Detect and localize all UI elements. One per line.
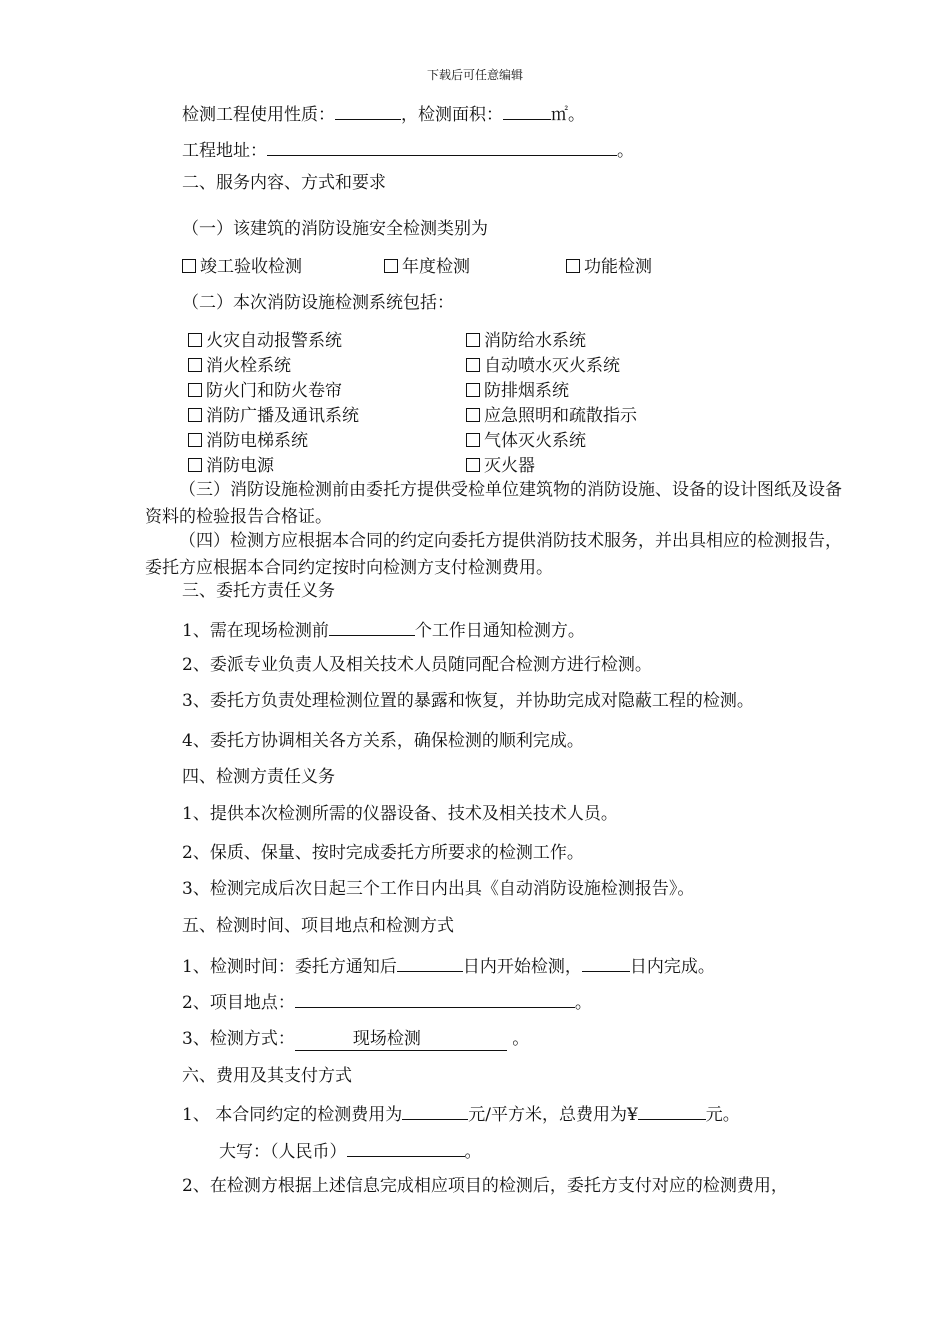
system-option-left[interactable] <box>188 330 342 352</box>
subsection-3: （三）消防设施检测前由委托方提供受检单位建筑物的消防设施、设备的设计图纸及设备资料的检验报告合格证。 <box>145 480 842 527</box>
system-option-left[interactable] <box>188 430 308 452</box>
checkbox-icon[interactable] <box>188 358 202 372</box>
section-4-item-3: 3、检测完成后次日起三个工作日内出具《自动消防设施检测报告》。 <box>182 879 695 899</box>
item-text: 元/平方米，总费用为¥ <box>468 1105 638 1125</box>
page-header: 下载后可任意编辑 <box>426 68 523 82</box>
section-3-item-3: 3、委托方负责处理检测位置的暴露和恢复，并协助完成对隐蔽工程的检测。 <box>182 691 754 711</box>
item-text: 。 <box>574 993 592 1013</box>
location-blank[interactable] <box>295 990 575 1008</box>
section-6-title: 六、费用及其支付方式 <box>182 1066 352 1086</box>
item-text: 3、检测方式： <box>182 1029 295 1049</box>
system-option-right[interactable] <box>466 455 535 477</box>
section-5-title: 五、检测时间、项目地点和检测方式 <box>182 916 454 936</box>
checkbox-icon[interactable] <box>188 458 202 472</box>
unit-price-blank[interactable] <box>402 1102 468 1120</box>
subsection-1: （一）该建筑的消防设施安全检测类别为 <box>182 219 488 239</box>
section-4-title: 四、检测方责任义务 <box>182 767 335 787</box>
method-field[interactable] <box>295 1028 507 1051</box>
section-3-item-4: 4、委托方协调相关各方关系，确保检测的顺利完成。 <box>182 731 584 751</box>
item-text: 大写：（人民币） <box>219 1142 347 1162</box>
system-option-right[interactable] <box>466 355 620 377</box>
item-text: 1、检测时间：委托方通知后 <box>182 957 397 977</box>
section-2-title: 二、服务内容、方式和要求 <box>182 173 386 193</box>
item-text: 。 <box>464 1142 482 1162</box>
section-6-capital-amount <box>219 1139 482 1163</box>
system-label: 应急照明和疏散指示 <box>484 406 637 426</box>
checkbox-icon[interactable] <box>466 458 480 472</box>
usage-separator: ，检测面积： <box>401 105 503 125</box>
workdays-blank[interactable] <box>329 618 415 636</box>
item-text: 2、项目地点： <box>182 993 295 1013</box>
usage-line <box>182 102 585 126</box>
checkbox-icon[interactable] <box>566 259 580 273</box>
address-blank[interactable] <box>267 138 617 156</box>
category-option-2[interactable] <box>384 256 470 278</box>
item-text: 1、 本合同约定的检测费用为 <box>182 1105 403 1125</box>
system-option-left[interactable] <box>188 405 359 427</box>
system-label: 消防给水系统 <box>484 331 586 351</box>
area-unit: ㎡。 <box>551 105 585 125</box>
category-label: 年度检测 <box>402 257 470 277</box>
system-label: 消火栓系统 <box>206 356 291 376</box>
capital-amount-blank[interactable] <box>347 1139 465 1157</box>
section-3-item-2: 2、委派专业负责人及相关技术人员随同配合检测方进行检测。 <box>182 655 652 675</box>
section-5-item-2 <box>182 990 592 1014</box>
subsection-2: （二）本次消防设施检测系统包括： <box>182 293 454 313</box>
checkbox-icon[interactable] <box>188 333 202 347</box>
start-days-blank[interactable] <box>397 954 463 972</box>
system-label: 火灾自动报警系统 <box>206 331 342 351</box>
section-4-item-2: 2、保质、保量、按时完成委托方所要求的检测工作。 <box>182 843 584 863</box>
category-option-3[interactable] <box>566 256 652 278</box>
item-text: 个工作日通知检测方。 <box>414 621 585 641</box>
section-6-item-1 <box>182 1102 740 1126</box>
system-label: 气体灭火系统 <box>484 431 586 451</box>
category-label: 竣工验收检测 <box>200 257 302 277</box>
system-option-left[interactable] <box>188 455 274 477</box>
section-5-item-1 <box>182 954 715 978</box>
finish-days-blank[interactable] <box>582 954 630 972</box>
usage-blank[interactable] <box>335 102 401 120</box>
system-option-right[interactable] <box>466 405 637 427</box>
subsection-4: （四）检测方应根据本合同的约定向委托方提供消防技术服务，并出具相应的检测报告，委托方应根据本合同约定按时向检测方支付检测费用。 <box>145 531 842 578</box>
method-value: 现场检测 <box>352 1029 421 1049</box>
checkbox-icon[interactable] <box>466 358 480 372</box>
section-5-item-3 <box>182 1028 529 1051</box>
system-label: 灭火器 <box>484 456 535 476</box>
category-option-1[interactable] <box>182 256 302 278</box>
section-6-item-2: 2、在检测方根据上述信息完成相应项目的检测后，委托方支付对应的检测费用， <box>182 1176 788 1196</box>
system-label: 防火门和防火卷帘 <box>206 381 342 401</box>
system-label: 消防电梯系统 <box>206 431 308 451</box>
usage-label: 检测工程使用性质： <box>182 105 335 125</box>
section-4-item-1: 1、提供本次检测所需的仪器设备、技术及相关技术人员。 <box>182 804 618 824</box>
checkbox-icon[interactable] <box>466 383 480 397</box>
checkbox-icon[interactable] <box>466 408 480 422</box>
system-option-right[interactable] <box>466 430 586 452</box>
checkbox-icon[interactable] <box>188 408 202 422</box>
checkbox-icon[interactable] <box>384 259 398 273</box>
system-option-right[interactable] <box>466 380 569 402</box>
checkbox-icon[interactable] <box>182 259 196 273</box>
item-text: 元。 <box>705 1105 740 1125</box>
system-label: 防排烟系统 <box>484 381 569 401</box>
checkbox-icon[interactable] <box>466 333 480 347</box>
total-fee-blank[interactable] <box>638 1102 706 1120</box>
address-period: 。 <box>617 141 634 161</box>
item-text: 1、需在现场检测前 <box>182 621 329 641</box>
checkbox-icon[interactable] <box>188 433 202 447</box>
category-label: 功能检测 <box>584 257 652 277</box>
system-option-left[interactable] <box>188 355 291 377</box>
area-blank[interactable] <box>503 102 551 120</box>
address-line <box>182 138 634 162</box>
system-option-right[interactable] <box>466 330 586 352</box>
system-label: 自动喷水灭火系统 <box>484 356 620 376</box>
section-3-title: 三、委托方责任义务 <box>182 581 335 601</box>
system-label: 消防广播及通讯系统 <box>206 406 359 426</box>
checkbox-icon[interactable] <box>466 433 480 447</box>
item-text: 。 <box>506 1029 530 1049</box>
section-3-item-1 <box>182 618 585 642</box>
item-text: 日内完成。 <box>629 957 715 977</box>
checkbox-icon[interactable] <box>188 383 202 397</box>
system-label: 消防电源 <box>206 456 274 476</box>
system-option-left[interactable] <box>188 380 342 402</box>
address-label: 工程地址： <box>182 141 267 161</box>
item-text: 日内开始检测， <box>462 957 582 977</box>
